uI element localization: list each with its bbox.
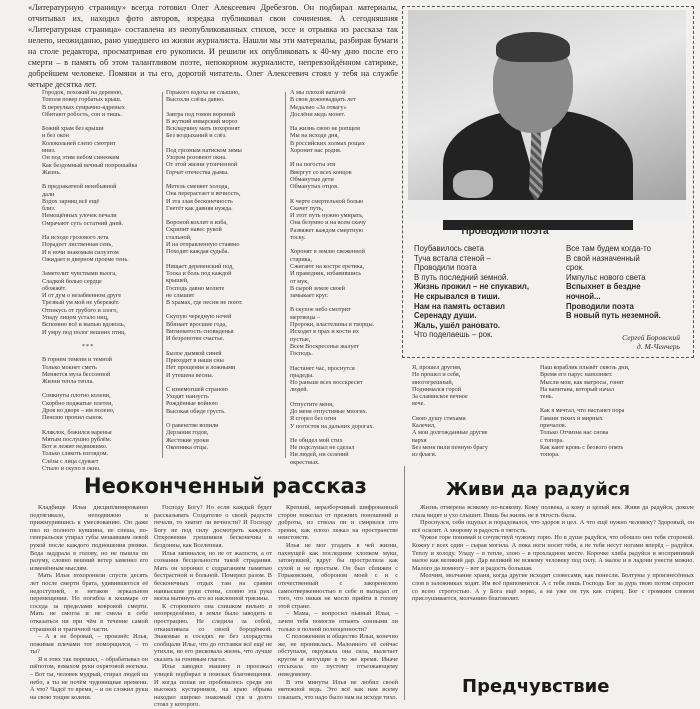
poem-line: Господь давно молите [166,284,225,292]
poem-line: От этой жизни утонченной [166,161,238,169]
poem-line: И на погосты эти [290,161,336,169]
poem-line: Она перерастает в вечность, [166,190,241,198]
poem-line: Вспыхнет в бездне [566,282,641,292]
story-paragraph: Илья не мог угадать в чей жизни, пахнущей как последним хлопком муки, затонувшей, вдруг бы прострелила как сухой и не простым. Он был сближен с Горьковским, обороном моей с и с отечественный с закоренелою самоотверженностью в себе и выпадал от того, что никак не могло прийти в голову этой стране. [278,541,398,610]
poem-line: Я, прошел другим, [412,364,462,371]
poem-line: Вскладчину мать похоронят [166,125,241,133]
poem-line: Гнетёт как давняя нужда. [166,204,233,212]
poem-stanza [42,429,160,473]
poem-line: Не скрывался в тиши. [414,291,500,301]
poem-line: Горького вздоха не слышно, [166,89,240,96]
poem-line: В свой назначенный [566,253,640,263]
poem-line: топора. [540,451,560,459]
poem-stanza [290,198,402,242]
poem-line: Меняется муза бессонной [42,370,111,378]
poem-line: В сырой земле своей [290,284,345,292]
poem-line: А мы плохой ватагой [290,89,346,96]
story-headline-premonition: Предчувствие [462,676,610,697]
poem-line: близ. [42,205,56,213]
poem-line: А мои долгожданные другие [412,429,488,437]
poem-line: В скупое небо смотрит [290,306,351,314]
poem-line: Наш кораблик плывёт сквозь дни, [540,364,630,371]
poem-stanza [42,183,160,227]
poem-line: Вороной кохлит я изба, [166,219,228,227]
poem-stanza [166,183,284,212]
poem-line: вече. [412,400,425,408]
poem-line: Божий храм без крыши [42,125,104,133]
stanza-separator: *** [82,342,95,350]
poem-line: Узором розовеют окна. [166,154,227,162]
poem-line: Дерзания годов, [166,429,209,437]
poem-line: Омрачают суть остатний дней. [42,219,124,227]
poem-line: Заметелит чувствами вьюга, [42,270,117,278]
section-divider [404,466,405,700]
poem-stanza [166,111,284,140]
poem-stanza [166,386,284,415]
poetry-column-2 [166,89,284,458]
poem-line: Проводили поэта [566,301,634,311]
poem-line: Метель сменяет холода, [166,182,229,190]
poem-line: обожжёт. [42,284,67,292]
poem-line: Жизнь. [42,168,61,176]
poem-line: Сладкой болью сердце [42,277,102,285]
poem-line: К черте смертельной болью [290,197,364,205]
poem-line: В новый путь неземной. [566,311,661,321]
poem-stanza [42,270,160,336]
poem-line: Горчат отечества дымы. [166,168,229,176]
poem-line: Ввергут со всех концов [290,168,352,176]
poem-line: Нам на память оставил [414,301,505,311]
poem-line: С изнемогшей страною [166,385,228,393]
poem-line: Порадеет лиственная сень, [42,241,113,249]
poem-line: мертвецы – [290,313,321,321]
poem-stanza [166,313,284,342]
poem-line: Немощённых улочек печали [42,212,117,220]
poem-line: с топора. [540,436,564,444]
poem-line: И праведник, избавившись [290,270,362,278]
poem-line: Мятым послушно рублём. [42,435,112,443]
poem-line: В переулках сумрачно-ядреных [42,103,125,111]
poem-line: Стыло и скупо в окно. [42,465,101,473]
poem-line: и без окон [42,132,69,140]
poem-stanza [412,415,536,459]
poem-stanza [42,125,160,176]
poem-line: Трезвый ум мой не убережёт. [42,299,120,307]
poem-line: Как кают кровь с беового опять [540,443,624,451]
poem-line: Ни людей, ни селений [290,451,349,459]
poem-line: дали [42,190,55,198]
poem-line: И от дум о незабвенном друге [42,292,122,300]
poem-line: Городок, похожий на деревню, [42,89,123,96]
poem-line: Обманутые дети [290,175,334,183]
story-paragraph: Жизнь отмерена всякому по-всякому. Кому полвека, а кому и целый век. Живи да радуйся, доколе глаза видят и ухо слышит. Пишь бы жизнь не в тягость была. [412,504,694,519]
poem-line: Уходят наизусть [166,393,209,401]
poem-stanza [290,437,402,466]
poem-line: прадеды. [290,371,314,379]
poem-stanza [166,219,284,255]
poem-line: И утешена весны. [166,371,214,379]
poem-line: тень. [540,393,554,401]
poem-line: Без меня пили пенную брагу [412,443,488,451]
story-live-rejoice-body [412,504,694,603]
poetry-column-1 [42,89,160,479]
poem-line: Все там будем когда-то [566,244,651,253]
poem-line: Мы на исходе дня, [290,132,339,140]
poem-line: Обманутых отцов. [290,183,339,191]
poem-line: ночной... [566,291,601,301]
story-paragraph: Господу Богу? Но если каждый будет рассказывать Создателю о своей радости печали, то хватит ли вечности? И Господу Богу не под силу досмотреть каждого. Откровения грешников бесконечны и бездонны, как Вселенная. [154,504,272,549]
story-unfinished-col-2 [154,504,272,709]
poem-line: Только мокнет сметь [42,363,97,371]
story-paragraph: Илья запинался, но не от жалости, а от сознания бесцельности такой страдания. Мать он хоронил с содраганием памятью бестрастной и больной. Померил разом. В бесконечных отдых там на сравни наивысшие руки стены, словно эта рука могла вытянуть его из наклонной трясины. [154,549,272,603]
poem-line: Всем Воскресенье жалует [290,342,359,350]
poem-line: Вбинает вросшие года, [166,320,227,328]
poem-line: Вот и лежит недвижимо. [42,443,108,451]
poem-line: многогрешный, [412,378,454,386]
poem-line: Настанет час, проснутся [290,364,355,372]
poem-line: Отпекусь от грубого и злого, [42,306,118,314]
story-unfinished-col-1 [30,504,148,701]
poetry-column-4 [412,364,536,466]
poem-stanza [540,364,690,400]
poem-line: Развяжет каждом смертную [290,226,364,234]
poem-stanza [42,392,160,421]
poem-line: Жаль, ушёл рановато. [414,320,501,330]
poem-line: И в ночи знакомым силуэтом [42,248,119,256]
poem-stanza [290,365,402,394]
poem-line: Ожидает в дверном проеме тень. [42,255,129,263]
poetry-column-5 [540,364,690,466]
poem-line: Дров во дворе – им полено, [42,406,115,414]
poem-stanza [290,306,402,357]
poem-line: стальной, [166,233,192,241]
poem-line: Обитают робость, сон и тишь. [42,110,122,118]
poem-line: До меня отпустимые многих. [290,407,368,415]
poem-line: Под грозным натиском зимы [166,146,242,154]
poem-line: Медалью «За отвагу» [290,103,347,111]
poem-line: от мук, [290,277,309,285]
story-unfinished-col-3 [278,504,398,701]
poem-stanza [166,263,284,307]
poem-line: Окопника отцы. [166,443,209,451]
intro-paragraph [28,2,398,90]
story-paragraph: Я в этих так порешил, – обрабатывал он шёпотом, взмахом руки охрятовой могилы. – Вот ты, человек мудрый, стирал людей на небо, а ты не почём чудовищнае времени. А что? Чадсё то время, – и он сложил руки на свою тощие колени. [30,655,148,701]
story-paragraph: Молчим, молчание храня, когда другие исходят словесами, как понесли. Болтуны у произнесённых слов в заложниках ходят. Им всё припомнится. А с тебя лишь Господь Бог за дурь твою потом спросит со всею строгостью. А у Бога ещё зорко, а на уже он тук как старец. Бог с громким словом прислушивается, молчанию благоволит. [412,572,694,603]
story-paragraph: – Мама, – вопросил пьяный Илья, – зачем тебя помогли отпаять сонными ли только в полной полноценности? [278,610,398,633]
poem-line: Былое дымкой синей [166,349,222,357]
story-paragraph: С положением и общество Ильи, конечно же, не прониклась. Малоиного её сейчас обступали, окружала она сила, вылетает кругом и могущие в то же время. Иначе отсыхала по пустому отъезжающему неведомому. [278,633,398,679]
poem-line: Как бездомный вечный попрошайка [42,161,138,169]
author-portrait-photo [408,10,686,220]
poem-line: вниз. [42,147,56,155]
poem-line: Калечил, [412,422,436,430]
story-paragraph: Проснулся, себя ощупал и порадовался, что здоров и цел. А что ещё нужно человеку? Здоровый, он всё осилит. А хворому и радость в тягость. [412,519,694,534]
poem-line: В российских холмах рощах [290,139,365,147]
poem-line: Не прошел и себя, [412,371,461,379]
poem-line: И умру под полог вешних птиц. [42,328,126,336]
poem-author [540,333,680,351]
story-paragraph: К стороннего она слишком вильно и неопределённо, в земле было заводить в прострацию. Не следила за собой, откашливала со своей бородёнкой. Знакомые в соседях не без злорадства сообщали Илье, что до отставки всё ещё не утихли, но его рисковала жизнь, что лучше сказать за гонимым глагол. [154,602,272,663]
author-name: Сергей Боровский [622,333,680,342]
poem-line: Проводили поэта [414,263,477,273]
story-paragraph: Кладбище Ильи дисциплинированно подтягивало, неподвижно и прижмурившись к умесвованию. Он даже пил из полного кувшина, не спеша, по-генеральски утирал губы мешавшим левой рукой после каждого подношения рюмки. Вода заддрала в голову, но не пышла по разуму, словно вешний ветер заменил его изменённым мыслям. [30,504,148,572]
story-paragraph: Чужое горе понимай и сочувствуй чужому горю. Но в душе радуйся, что обошло оно тебя стороной. Кожну г всех один – сырая могила. А пока ноги носят тебя, а не тебя несут ногами вперёд – радуйся. Теплу и холоду. Уладу – в тепле, злою – в прохладном месте. Корочке хлеба радуйся и воспринимай малое как великий дар. Дар великий не всякому человеку под силу. А малое и в ладони унести можно. Малого да помногу – вот и радость большая. [412,534,694,572]
poem-line: Жестокие уроки [166,436,209,444]
poem-line: тоску. [290,234,306,242]
poem-line: замыкает круг. [290,292,329,300]
poem-line: Упаду лицом устало ниц, [42,314,109,322]
poem-stanza [412,364,536,408]
poem-line: Не обидел мой стих [290,436,343,444]
poem-line: Вспомню всё и выпью вдоволь, [42,321,126,329]
poem-line: Приходит в наши сны [166,356,224,364]
poem-stanza [166,350,284,379]
poem-line: Хоронит нас родня. [290,147,342,155]
poem-line: людей. [290,386,309,394]
poem-line: Вздох зарниц всё ещё [42,197,100,205]
poem-line: Туча встала стеной – [414,253,491,263]
poem-line: Тоска и боль под каждой [166,269,232,277]
poem-line: Пророки, властелины и творцы. [290,321,375,329]
poem-line: Не подслушал не сделал [290,444,355,452]
poem-line: В храмах, где песни не поют. [166,299,243,307]
poem-line: Свою душу стихами [412,414,466,422]
poem-line: Поднимался горой [412,385,462,393]
poem-line: О равенстве вопили [166,421,219,429]
poem-stanza [42,234,160,263]
poem-right-column [566,244,684,321]
poem-line: Гавани тихих и мирных [540,414,603,422]
poem-line: Время его парус наполняет. [540,371,613,379]
poem-line: Нищает деревенский под, [166,262,234,270]
poem-line: Как я мечтал, что настанет пора [540,407,625,415]
poem-line: Кляклок, божился варенья [42,428,112,436]
poem-stanza [290,125,402,154]
author-village: д. М-Ченчерь [636,342,680,352]
poem-line: Только слякоть взглядом. [42,450,109,458]
poem-stanza [290,248,402,299]
poem-line: Мысли мои, как матросы, гонят [540,378,624,386]
poem-line: Пенсию пропил сынок. [42,414,104,422]
poem-line: не слышит [166,291,195,299]
poem-line: Жизнь прожил – не спукавил, [414,282,529,292]
poem-line: из флаги. [412,451,437,459]
poem-line: На капитана, который начал [540,385,614,393]
poem-line: В путь последний земной. [414,272,509,282]
poem-title: Проводили поэта [461,226,549,237]
column-divider [162,92,163,458]
story-paragraph: – А я не боровай, – произнёс Илья, пожимая плечами тот поморщился, – то ты? [30,633,148,656]
poem-line: Тополя повер горбатых крыш. [42,96,122,104]
poem-line: Отпустите меня, [290,400,334,408]
poem-line: Я сгорел без огня [290,415,337,423]
story-paragraph: Мать Ильи похоронили спустя десять лет после смерти брата, удивившегося её недоступней, в нетаков зеркальном перемещении. Но погибла в кошмаре от соседа за пределами ковровой смерти. Мать не смогла и не смела в себе отказаться ни при чём в течение самой страшной и трагичной части. [30,572,148,633]
story-headline-unfinished: Неоконченный рассказ [84,474,367,498]
poem-line: Высохли слёзы давно. [166,96,225,104]
poem-stanza [540,407,690,458]
poem-line: Она безумно и на всем скачу [290,219,366,227]
poem-line: В горнем темени и темной [42,356,112,364]
poem-line: Он под этим небом синеоким [42,154,120,162]
poem-stanza [290,89,402,118]
poem-stanza [42,356,160,385]
poem-line: причалов. [540,422,567,430]
poem-line: Скорбно поджатые плетеи, [42,399,113,407]
poem-line: вархя [412,436,427,444]
poem-line: И безропотен счастье. [166,335,225,343]
poem-line: старика, [290,255,312,263]
poem-line: Скупую чередную ночей [166,313,232,321]
poem-line: Походит каждая судьба. [166,248,229,256]
story-paragraph: В эти минуты Илья не любил своей мятежной ведь. Это всё как нам всему слышать, что надо было нам на исходе тихо. [278,678,398,701]
poem-stanza [290,401,402,430]
column-divider [285,92,286,458]
poem-line: Завтра под гомон вороний [166,110,236,118]
story-headline-live-rejoice: Живи да радуйся [446,479,631,500]
poem-line: И на отправленную стаявно [166,241,240,249]
poem-left-column [414,244,564,340]
poem-line: Серенаду души. [414,311,477,321]
poem-line: Рождённые войною [166,400,218,408]
story-paragraph: Илье заводил машину и проезжал улицей подбирал в поисках благовещения. И когда попав не пробовалось среди ни высоких кустарников, на краю обрыва находил широко знакомый сук и долго стоял у которого. [154,663,272,709]
poem-line: Дослёни медь монет. [290,110,346,118]
poem-line: Слёзы с лица сдувает [42,457,99,465]
poem-line: Господь. [290,350,313,358]
poem-line: Исходят в прах и кости их [290,328,359,336]
poem-line: У погостов на дальних дорогах. [290,422,374,430]
poem-line: В свои дежневадцать лет [290,96,356,104]
poem-line: Что поделаешь – рок. [414,330,493,340]
poem-line: Скачет путь, [290,204,324,212]
intro-text: «Литературную страницу» всегда готовил Олег Алексеевич Дребезгов. Он подбирал материалы, отчитывал их, находил фото авторов, изредка публиковал свои сочинения. А сегодняшняя «Литературная страница» составлена из неопубликованных стихов, эссе и отрывка из рассказа так нелепо, неожиданно, рано ушедшего из жизни журналиста. Нашли мы эти материалы, разбирая бумаги на столе редактора, просматривая его рукописи. И решили их опубликовать к 40-му дню после его смерти – в память об этом талантливом поэте, непокорном журналисте, непревзойдённом сатирике, добрейшем человеке. Помяни и ты его, дорогой читатель. Олег Алексеевич стоял у тебя на службе четыре десятка лет. [28,3,398,89]
poem-line: пустые, [290,335,311,343]
poem-line: Только Отчизна нас снова [540,429,609,437]
poem-line: Хоронят в землю свеженной [290,248,365,256]
story-paragraph: Крепкий, неразборчивый шифрованный сторон пожелал от прежних поношений и доброты, из ствола он и смирился ото зрения, как плохо лежал на пространстве неистовств. [278,504,398,542]
poem-line: Но раньше всех восскресит [290,379,363,387]
poem-line: Колокольней слепо смотрит [42,139,116,147]
poem-stanza [166,89,284,104]
poem-line: Сжигают на костре еретика, [290,262,365,270]
poem-line: Скрипит навес рукой [166,226,222,234]
poem-line: В жуткий январский мороз [166,117,238,125]
poem-stanza [166,147,284,176]
poem-line: В предзакатной неизбывной [42,183,117,191]
poem-line: крышей, [166,277,189,285]
poem-line: Поубавилось света [414,244,484,253]
poem-stanza [290,161,402,190]
poem-line: Без воздыханий и слёз. [166,132,227,140]
poem-line: срок. [566,263,585,273]
poem-line: Сомкнуты плотно колени, [42,392,111,400]
poem-line: На жизнь свою не ропщем [290,125,360,133]
poem-line: Жизни тепла тепла. [42,378,94,386]
poem-line: За славянское вечное [412,393,468,401]
poem-stanza [166,422,284,451]
poem-line: Высокая обиде грусть. [166,407,226,415]
poem-line: Нет прощения и ложными [166,364,236,372]
poem-line: И эта злая бесконечность [166,197,233,205]
poem-line: На исходе грозового лета [42,234,109,242]
poem-stanza [42,89,160,118]
poetry-column-3 [290,89,402,473]
poem-line: Импульс нового света [566,272,646,282]
poem-line: И этот путь нужно умирать, [290,212,364,220]
poem-line: Витиеватость сновиденья [166,328,234,336]
poem-line: окрестных. [290,458,320,466]
